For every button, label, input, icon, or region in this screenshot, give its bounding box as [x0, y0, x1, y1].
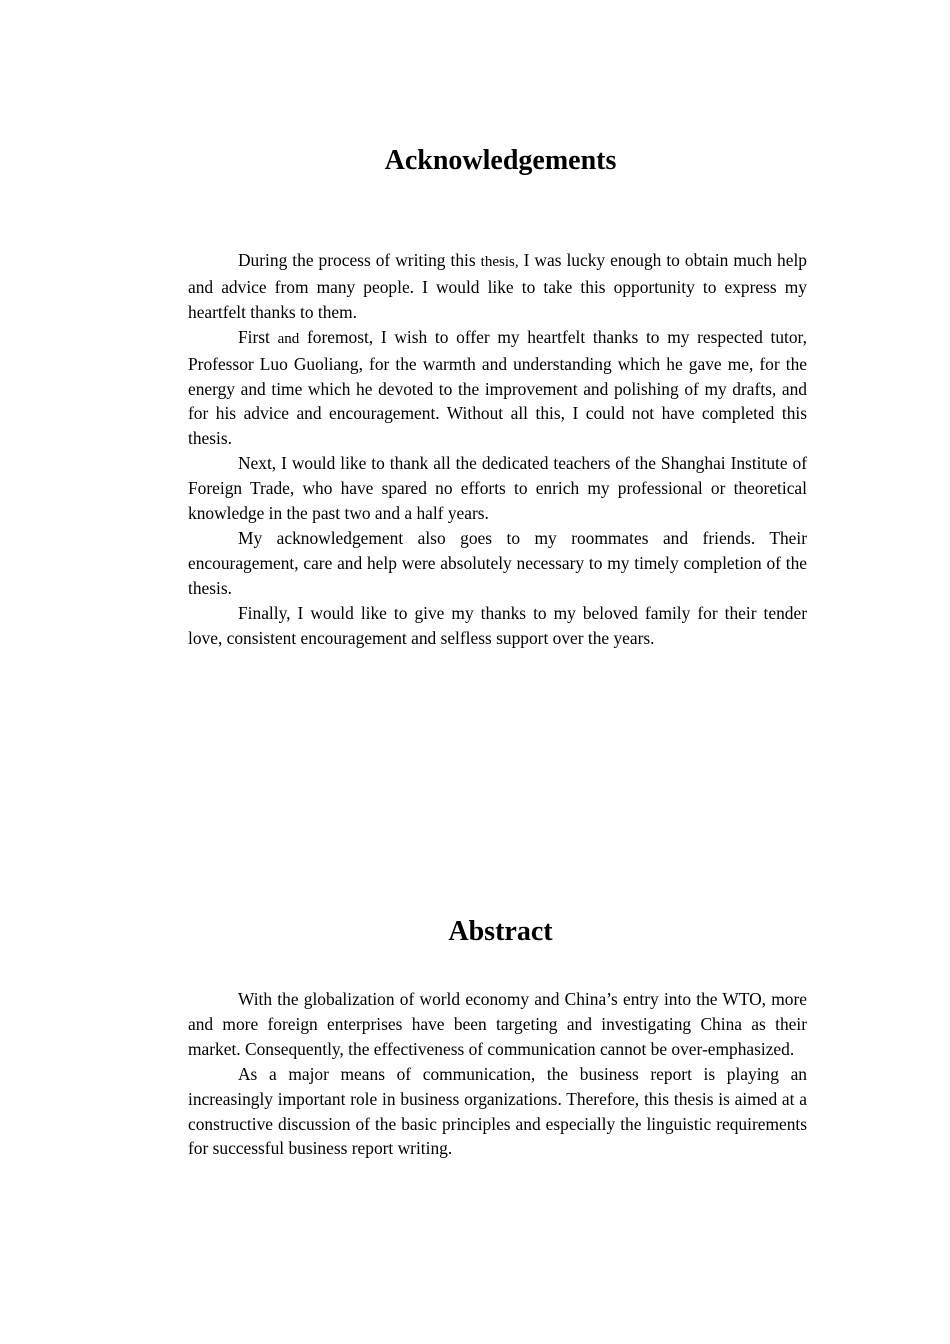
paragraph-text: thesis,	[480, 254, 519, 270]
paragraph-text: During the process of writing this	[238, 250, 481, 270]
abstract-paragraph-2: As a major means of communication, the business report is playing an increasingly important role in business organizations. Therefore, this thesis is aimed at a constructive discussion of the basic principles and especially the linguistic requirements for successful business report writing.	[188, 1063, 807, 1159]
acknowledgements-section	[188, 144, 807, 651]
paragraph-text: foremost, I wish to offer my heartfelt thanks to my respected tutor, Professor Luo Guoliang, for the warmth and understanding which he gave me, for the energy and time which he devoted to the improvement and polishing of my drafts, and for his advice and encouragement. Without all this, I could not have completed this thesis.	[188, 326, 807, 449]
abstract-body	[188, 987, 807, 1161]
acknowledgements-paragraph-1	[188, 248, 807, 325]
abstract-title: Abstract	[448, 916, 553, 947]
acknowledgements-body	[188, 248, 807, 651]
acknowledgements-paragraph-3: Next, I would like to thank all the dedicated teachers of the Shanghai Institute of Foreign Trade, who have spared no efforts to enrich my professional or theoretical knowledge in the past two and a half years.	[188, 453, 807, 524]
abstract-paragraph-1: With the globalization of world economy and China’s entry into the WTO, more and more foreign enterprises have been targeting and investigating China as their market. Consequently, the effectiveness of communication cannot be over-emphasized.	[188, 989, 807, 1059]
paragraph-text: I was lucky enough to obtain much help and advice from many people. I would like to take this opportunity to express my heartfelt thanks to them.	[188, 250, 807, 322]
paragraph-text: and	[277, 330, 300, 347]
abstract-section	[188, 915, 807, 1161]
acknowledgements-paragraph-2	[188, 325, 807, 452]
paragraph-text: First	[238, 326, 278, 347]
acknowledgements-paragraph-4: My acknowledgement also goes to my roommates and friends. Their encouragement, care and help were absolutely necessary to my timely completion of the thesis.	[188, 527, 807, 598]
acknowledgements-paragraph-5: Finally, I would like to give my thanks to my beloved family for their tender love, consistent encouragement and selfless support over the years.	[188, 602, 807, 648]
acknowledgements-title: Acknowledgements	[384, 145, 617, 176]
